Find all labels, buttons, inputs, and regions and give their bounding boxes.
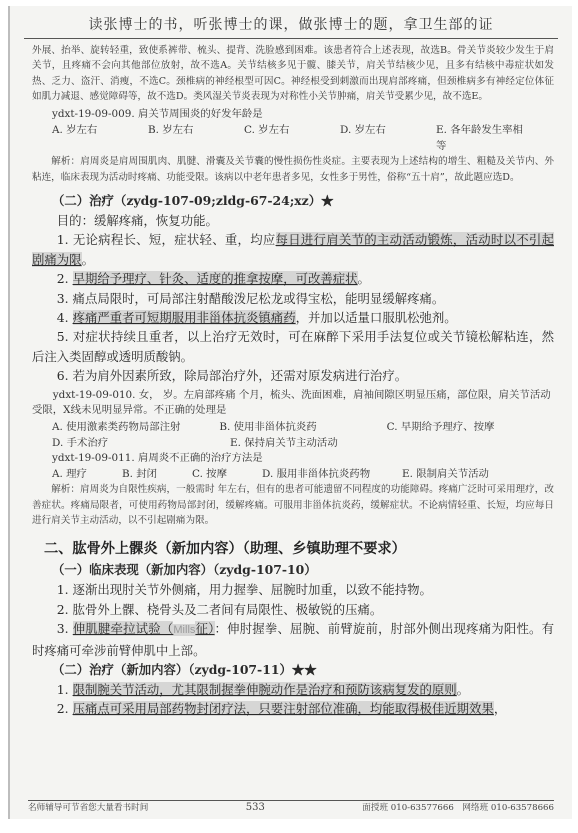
highlight-mark: 每日进行肩关节的主动活动锻炼，活动时以不引起剧痛为限 <box>32 232 554 267</box>
section-2-title: 二、肱骨外上髁炎（新加内容）（助理、乡镇助理不要求） <box>44 541 406 558</box>
question-9-options <box>32 122 554 154</box>
option-e: E. 各年龄发生率相等 <box>436 124 523 153</box>
treatment-heading-text: （二）治疗（zydg-107-09;zldg-67-24;xz） <box>52 192 322 208</box>
section-2-treatment-item-2-lead: 2. <box>56 701 73 717</box>
star-icon: ★ <box>321 192 334 208</box>
option-a: A. 岁左右 <box>52 124 98 137</box>
option-d: D. 岁左右 <box>340 124 386 137</box>
option-d: D. 服用非甾体抗炎药物 <box>262 468 371 481</box>
option-a: A. 使用激素类药物局部注射 <box>52 420 181 433</box>
option-c: C. 按摩 <box>192 468 227 481</box>
treatment-item-1 <box>32 230 554 269</box>
question-11-stem: ydxt-19-09-011. 肩周炎不正确的治疗方法是 <box>52 451 263 464</box>
clinical-item-3 <box>32 619 554 660</box>
punctuation: 。 <box>81 251 94 267</box>
treatment-item-3: 3. 痛点局限时，可局部注射醋酸泼尼松龙或得宝松，能明显缓解疼痛。 <box>56 290 445 306</box>
question-10-options <box>32 419 554 435</box>
mills-label: Mills <box>173 624 196 637</box>
treatment-item-2-lead: 2. <box>56 271 73 287</box>
running-header: 读张博士的书，听张博士的课，做张博士的题，拿卫生部的证 <box>24 6 558 39</box>
clinical-item-2: 2. 肱骨外上髁、桡骨头及二者间有局限性、极敏锐的压痛。 <box>56 601 383 617</box>
section-2-treatment-item-1-lead: 1. <box>56 681 73 697</box>
option-b: B. 封闭 <box>122 468 158 481</box>
option-e: E. 保持肩关节主动活动 <box>230 436 338 449</box>
question-11-explanation: 解析：肩周炎为自限性疾病，一般需时 年左右，但有的患者可能遗留不同程度的功能障碍。疼痛广泛时可采用理疗，改善症状。疼痛局限者，可使用药物局部封闭，缓解疼痛。可服用非甾体抗炎药，缓解症状。不论病情轻重、长短，均应每日进行肩关节主动活动，以不引起剧痛为限。 <box>32 484 554 526</box>
section-2-treatment-item-2 <box>32 699 554 718</box>
star-icon: ★★ <box>291 661 317 677</box>
punctuation: 。 <box>456 681 470 697</box>
highlight-mark: 限制腕关节活动，尤其限制握拳伸腕动作是治疗和预防该病复发的原则 <box>72 681 457 697</box>
clinical-item-1: 1. 逐渐出现肘关节外侧痛，用力握拳、屈腕时加重，以致不能持物。 <box>56 582 432 598</box>
option-b: B. 使用非甾体抗炎药 <box>219 420 317 433</box>
section-2-treatment-heading-text: （二）治疗（新加内容）（zydg-107-11） <box>52 661 292 677</box>
highlight-mark: 征） <box>195 621 215 637</box>
option-c: C. 岁左右 <box>244 124 290 137</box>
question-10-options-row-2 <box>32 435 554 451</box>
treatment-aim: 目的：缓解疼痛，恢复功能。 <box>56 212 218 228</box>
footer-contact: 面授班 010-63577666 网络班 010-63578666 <box>362 803 554 813</box>
treatment-item-5: 5. 对症状持续且重者，以上治疗无效时，可在麻醉下采用手法复位或关节镜松解粘连，然后注入类固醇或透明质酸钠。 <box>32 329 554 364</box>
clinical-item-3-tail: ：伸肘握拳、屈腕、前臂旋前，肘部外侧出现疼痛为阳性。有时疼痛可牵涉前臂伸肌中上部。 <box>32 621 555 658</box>
page-footer <box>28 800 554 815</box>
treatment-heading <box>32 191 554 211</box>
page-number: 533 <box>245 802 265 813</box>
section-2-treatment-item-1 <box>32 680 554 699</box>
highlight-mark: 压痛点可采用局部药物封闭疗法，只要注射部位准确，均能取得极佳近期效果 <box>72 701 494 717</box>
treatment-item-4 <box>32 308 554 327</box>
question-11-options <box>32 466 554 482</box>
question-9-explanation: 解析：肩周炎是肩周围肌肉、肌腱、滑囊及关节囊的慢性损伤性炎症。主要表现为上述结构的增生、粗糙及关节内、外粘连，临床表现为活动时疼痛、功能受限。该病以中老年患者多见，女性多于男性，俗称“五十肩”，故此题应选D。 <box>32 156 554 183</box>
paragraph-top: 外展、抬举、旋转轻重，致使系裤带、梳头、提背、洗脸感到困难。该患者符合上述表现，故选B。骨关节炎较少发生于肩关节，且疼痛不会向其他部位放射，故不选A。关节结核多见于髋、膝关节，肩关节结核少见，且多有结核中毒症状如发热、乏力、盗汗、消瘦，不选C。颈椎病的神经根型可因C。神经根受到刺激而出现肩部疼痛，但颈椎病多有神经定位体征如肌力减退、感觉障碍等，故不选D。类风湿关节炎表现为对称性小关节肿痛，肩关节受累少见，故不选E。 <box>32 45 554 103</box>
treatment-item-4-tail: ，并加以适量口服肌松弛剂。 <box>295 309 457 325</box>
option-d: D. 手术治疗 <box>52 436 109 449</box>
question-9-stem: ydxt-19-09-009. 肩关节周围炎的好发年龄是 <box>52 107 263 120</box>
content <box>10 39 572 719</box>
treatment-item-1-lead: 1. 无论病程长、短，症状轻、重，均应 <box>56 232 276 248</box>
treatment-item-4-lead: 4. <box>56 309 73 325</box>
clinical-item-3-lead: 3. <box>56 621 73 637</box>
page <box>8 6 572 819</box>
option-c: C. 早期给予理疗、按摩 <box>386 420 495 433</box>
punctuation: ， <box>493 701 507 717</box>
option-a: A. 理疗 <box>52 468 87 481</box>
section-2-clinical-heading: （一）临床表现（新加内容）（zydg-107-10） <box>52 562 317 578</box>
treatment-item-2 <box>32 269 554 288</box>
option-b: B. 岁左右 <box>148 124 194 137</box>
footer-slogan: 名师辅导可节省您大量看书时间 <box>28 803 149 813</box>
highlight-mark: 疼痛严重者可短期服用非甾体抗炎镇痛药 <box>72 309 296 325</box>
question-10-stem: ydxt-19-09-010. 女， 岁。左肩部疼痛 个月，梳头、洗面困难，肩袖间隙区明显压痛，部位限，肩关节活动受限，X线未见明显异常。不正确的处理是 <box>32 388 551 417</box>
option-e: E. 限制肩关节活动 <box>402 468 489 481</box>
section-2-treatment-heading <box>32 660 554 680</box>
punctuation: 。 <box>357 271 370 287</box>
treatment-item-6: 6. 若为肩外因素所致，除局部治疗外，还需对原发病进行治疗。 <box>56 368 408 384</box>
highlight-mark: 早期给予理疗、针灸、适度的推拿按摩，可改善症状 <box>72 271 358 287</box>
highlight-mark: 伸肌腱牵拉试验（ <box>72 621 174 637</box>
